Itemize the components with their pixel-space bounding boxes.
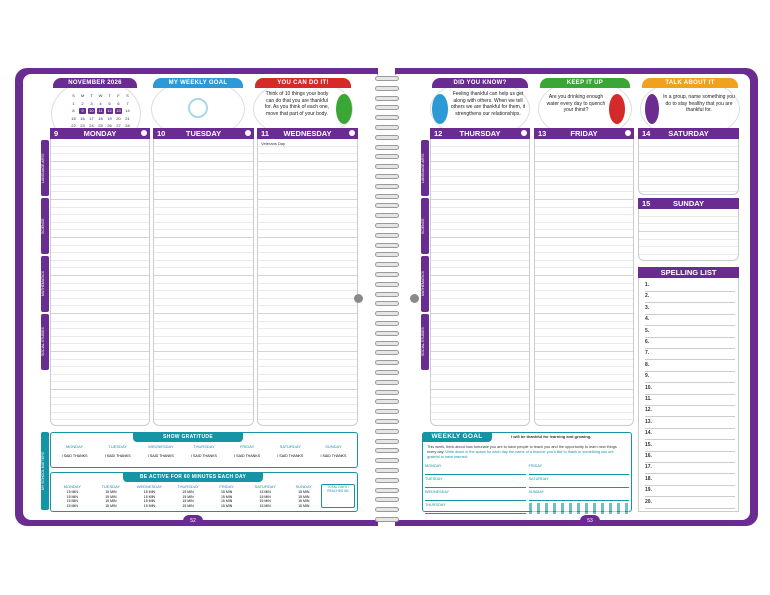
weekly-goal-tab: MY WEEKLY GOAL xyxy=(153,78,243,88)
page-number-left: 52 xyxy=(183,515,203,526)
spelling-item[interactable]: 13. xyxy=(645,419,735,429)
coil-ring xyxy=(375,194,399,199)
binder-hole-left xyxy=(354,294,363,303)
spelling-item[interactable]: 11. xyxy=(645,396,735,406)
talk-about-tip: In a group, name something you do to stay healthy that you are thankful for. xyxy=(663,94,735,113)
keep-it-up-tip: Are you drinking enough water every day to quench your thirst? xyxy=(546,94,606,113)
day-header-sunday: 15 SUNDAY xyxy=(638,198,739,209)
thursday-writing-area[interactable] xyxy=(430,139,530,426)
coil-ring xyxy=(375,321,399,326)
day-header-monday: 9 MONDAY xyxy=(50,128,150,139)
coil-ring xyxy=(375,233,399,238)
spelling-item[interactable]: 10. xyxy=(645,385,735,395)
day-header-friday: 13 FRIDAY xyxy=(534,128,634,139)
coil-ring xyxy=(375,243,399,248)
coil-ring xyxy=(375,478,399,483)
coil-ring xyxy=(375,409,399,414)
coil-ring xyxy=(375,390,399,395)
subject-social-studies: SOCIAL STUDIES xyxy=(41,314,49,370)
spelling-item[interactable]: 4. xyxy=(645,316,735,326)
coil-ring xyxy=(375,115,399,120)
coil-ring xyxy=(375,203,399,208)
spelling-item[interactable]: 9. xyxy=(645,373,735,383)
spelling-item[interactable]: 2. xyxy=(645,293,735,303)
you-can-tip: Think of 10 things your body can do that you are thankful for. As you think of each one, move that part of your body. xyxy=(264,91,330,117)
coil-ring xyxy=(375,145,399,150)
coil-ring xyxy=(375,272,399,277)
spelling-item[interactable]: 6. xyxy=(645,339,735,349)
subject-language-arts: LANGUAGE ARTS xyxy=(41,140,49,196)
coil-ring xyxy=(375,497,399,502)
coil-ring xyxy=(375,282,399,287)
right-page xyxy=(395,74,750,520)
spelling-item[interactable]: 20. xyxy=(645,499,735,509)
activity-silhouettes-icon xyxy=(529,503,630,514)
day-header-tuesday: 10 TUESDAY xyxy=(153,128,254,139)
saturday-writing-area[interactable] xyxy=(638,139,739,195)
coil-ring xyxy=(375,76,399,81)
mini-calendar: S M T W T F S 1 2 3 4 5 6 7 8 9 10 11 12 13 14 15 16 17 18 19 20 21 22 23 24 25 26 27 28 xyxy=(71,93,130,128)
weekly-goal-body: This week, think about how fortunate you are to have people to teach you and the opportunity to learn new things every day. Write down in the space for each day the name of a teacher you'd like to thank or something you are grateful to have learned. xyxy=(427,445,617,459)
coil-ring xyxy=(375,262,399,267)
coil-ring xyxy=(375,105,399,110)
spelling-item[interactable]: 15. xyxy=(645,442,735,452)
coil-ring xyxy=(375,213,399,218)
coil-ring xyxy=(375,360,399,365)
spelling-item[interactable]: 14. xyxy=(645,430,735,440)
talk-about-tab: TALK ABOUT IT xyxy=(642,78,738,88)
coil-ring xyxy=(375,154,399,159)
coil-ring xyxy=(375,301,399,306)
active-days: MONDAY TUESDAY WEDNESDAY THURSDAY FRIDAY SATURDAY SUNDAY xyxy=(63,484,312,489)
planner-spread xyxy=(15,68,758,526)
binder-hole-right xyxy=(410,294,419,303)
friday-writing-area[interactable] xyxy=(534,139,634,426)
coil-ring xyxy=(375,311,399,316)
weekly-goal-days[interactable]: MONDAY FRIDAY TUESDAY SATURDAY WEDNESDAY SUNDAY THURSDAY xyxy=(425,464,629,514)
coil-ring xyxy=(375,517,399,522)
spelling-item[interactable]: 5. xyxy=(645,328,735,338)
gratitude-days: MONDAY TUESDAY WEDNESDAY THURSDAY FRIDAY SATURDAY SUNDAY xyxy=(65,444,342,449)
weekly-goal-title: WEEKLY GOAL xyxy=(422,432,492,442)
child-illustration-icon xyxy=(336,94,352,124)
gratitude-checks[interactable]: I SAID THANKS I SAID THANKS I SAID THANKS I SAID THANKS I SAID THANKS I SAID THANKS I SAID THANKS xyxy=(61,454,347,458)
day-header-thursday: 12 THURSDAY xyxy=(430,128,530,139)
wednesday-writing-area[interactable] xyxy=(257,139,358,426)
coil-ring xyxy=(375,184,399,189)
spelling-item[interactable]: 18. xyxy=(645,476,735,486)
coil-ring xyxy=(375,223,399,228)
subject-language-arts: LANGUAGE ARTS xyxy=(421,140,429,196)
coil-ring xyxy=(375,174,399,179)
day-header-saturday: 14 SATURDAY xyxy=(638,128,739,139)
child-illustration-icon xyxy=(432,94,448,124)
subject-mathematics: MATHEMATICS xyxy=(421,256,429,312)
active-title: BE ACTIVE FOR 60 MINUTES EACH DAY xyxy=(123,472,263,482)
coil-ring xyxy=(375,488,399,493)
coil-ring xyxy=(375,135,399,140)
did-you-know-tip: Feeling thankful can help us get along with others. When we tell others we are thankful for them, it strengthens our relationships. xyxy=(450,91,526,117)
keep-it-up-tab: KEEP IT UP xyxy=(540,78,630,88)
coil-ring xyxy=(375,331,399,336)
coil-ring xyxy=(375,439,399,444)
coil-ring xyxy=(375,370,399,375)
spelling-item[interactable]: 19. xyxy=(645,487,735,497)
subject-science: SCIENCE xyxy=(41,198,49,254)
coil-ring xyxy=(375,458,399,463)
tuesday-writing-area[interactable] xyxy=(153,139,254,426)
spelling-item[interactable]: 8. xyxy=(645,362,735,372)
day-header-wednesday: 11 WEDNESDAY xyxy=(257,128,358,139)
coil-ring xyxy=(375,96,399,101)
spelling-item[interactable]: 12. xyxy=(645,407,735,417)
holiday-note: Veterans Day xyxy=(261,141,286,146)
spelling-item[interactable]: 7. xyxy=(645,350,735,360)
total-days-box[interactable]: TOTAL DAYS I REACHED 60! xyxy=(321,484,355,508)
subject-science: SCIENCE xyxy=(421,198,429,254)
spelling-list-header: SPELLING LIST xyxy=(638,267,739,278)
coil-ring xyxy=(375,507,399,512)
calendar-title: NOVEMBER 2026 xyxy=(53,78,137,88)
page-number-right: 53 xyxy=(580,515,600,526)
weekly-goal-statement: I will be thankful for learning and growing. xyxy=(511,434,592,439)
gratitude-title: SHOW GRATITUDE xyxy=(133,432,243,442)
spelling-item[interactable]: 3. xyxy=(645,305,735,315)
coil-ring xyxy=(375,350,399,355)
spelling-item[interactable]: 1. xyxy=(645,282,735,292)
child-illustration-icon xyxy=(609,94,625,124)
left-page xyxy=(23,74,378,520)
coil-ring xyxy=(375,429,399,434)
coil-ring xyxy=(375,164,399,169)
child-illustration-icon xyxy=(645,94,659,124)
coil-ring xyxy=(375,448,399,453)
coil-ring xyxy=(375,341,399,346)
coil-ring xyxy=(375,86,399,91)
subject-social-studies: SOCIAL STUDIES xyxy=(421,314,429,370)
coil-ring xyxy=(375,252,399,257)
did-you-know-tab: DID YOU KNOW? xyxy=(432,78,528,88)
sunday-writing-area[interactable] xyxy=(638,209,739,261)
coil-ring xyxy=(375,419,399,424)
school-matters-label: MY SCHOOL MATTERS xyxy=(41,432,49,510)
coil-ring xyxy=(375,292,399,297)
active-minutes[interactable]: 15 MIN 15 MIN 15 MIN 15 MIN 15 MIN 15 MIN 15 MIN 15 MIN 15 MIN 15 MIN 15 MIN 15 MIN 15 MIN 15 MIN 15 MIN 15 MIN 15 MIN 15 MIN 15 MIN 15 MIN 15 MIN 15 MIN 15 MIN 15 MIN 15 MIN 15 MIN 15 MIN 15 MIN xyxy=(66,490,310,508)
coil-ring xyxy=(375,399,399,404)
coil-ring xyxy=(375,380,399,385)
you-can-tab: YOU CAN DO IT! xyxy=(255,78,351,88)
spelling-item[interactable]: 16. xyxy=(645,453,735,463)
subject-mathematics: MATHEMATICS xyxy=(41,256,49,312)
target-icon xyxy=(188,98,208,118)
spelling-item[interactable]: 17. xyxy=(645,464,735,474)
coil-ring xyxy=(375,125,399,130)
monday-writing-area[interactable] xyxy=(50,139,150,426)
coil-ring xyxy=(375,468,399,473)
